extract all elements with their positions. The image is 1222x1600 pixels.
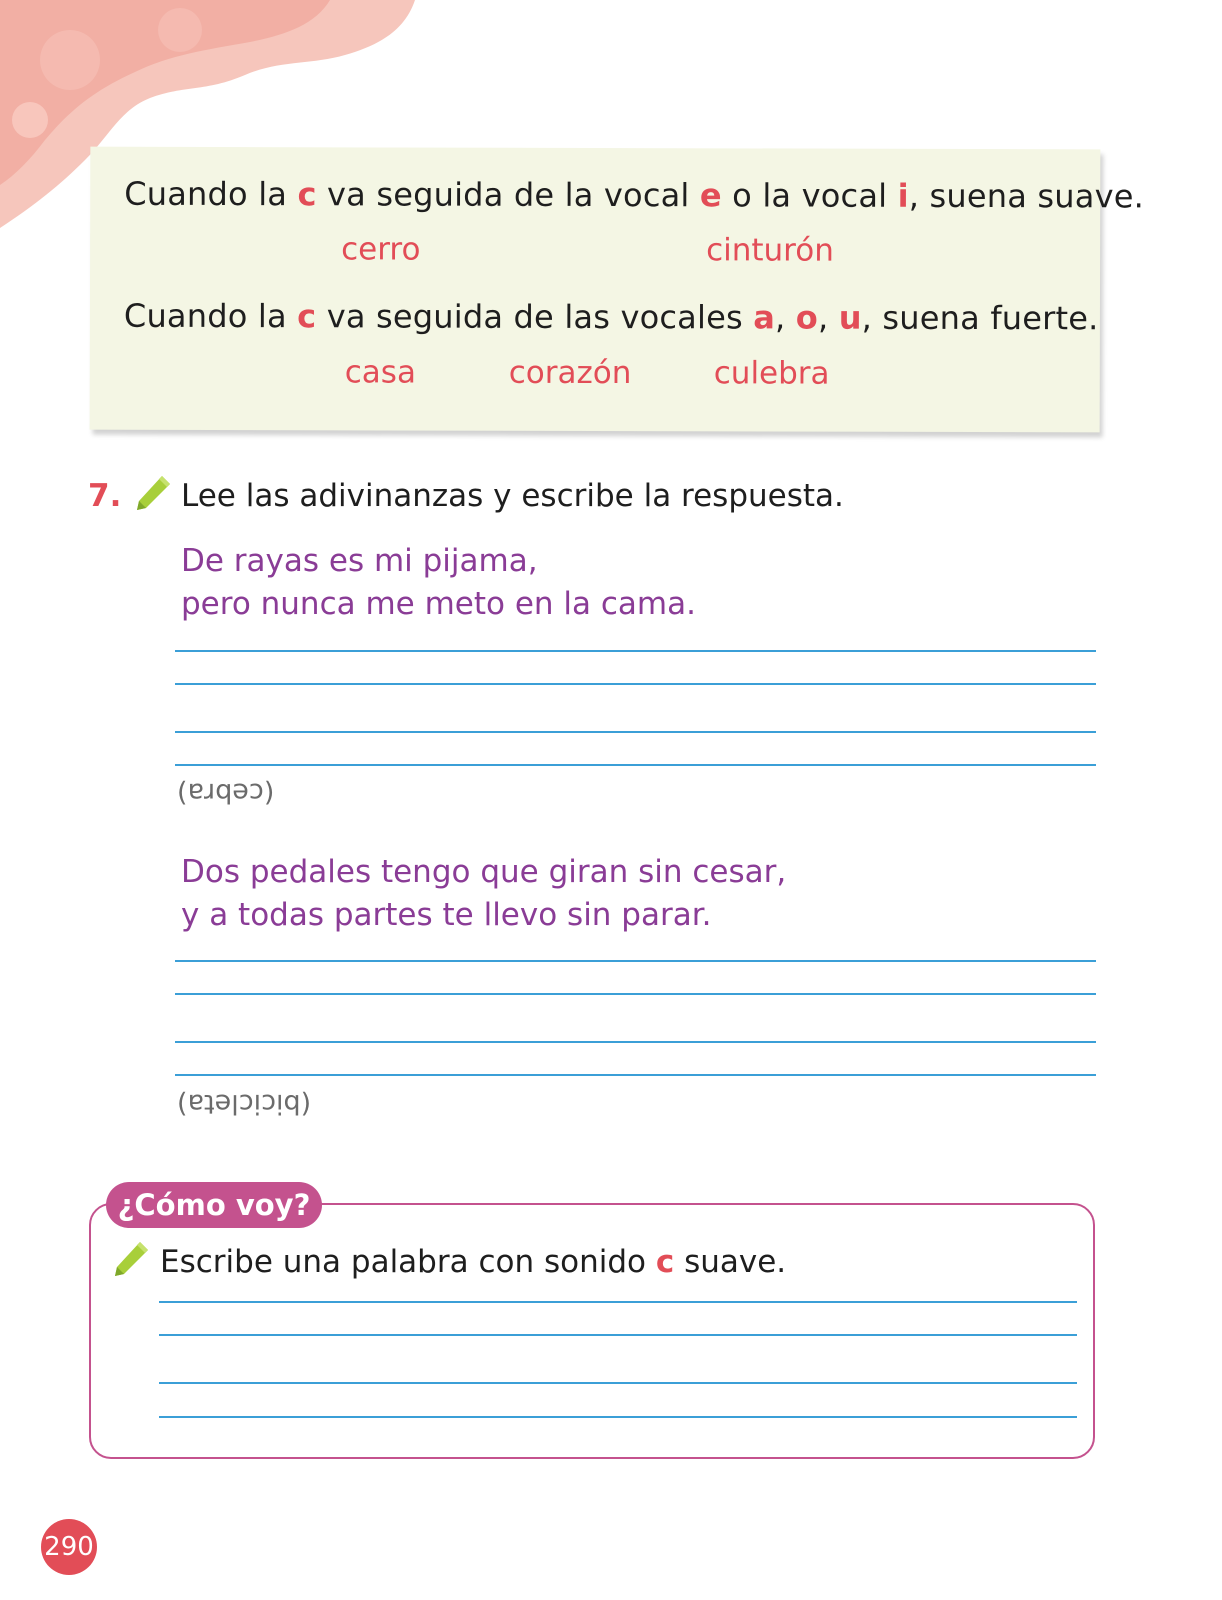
- writing-line[interactable]: [159, 1416, 1077, 1418]
- upside-down-answer: (cebra): [177, 777, 275, 808]
- writing-line[interactable]: [175, 731, 1096, 733]
- writing-line[interactable]: [175, 1041, 1096, 1043]
- writing-line[interactable]: [159, 1301, 1077, 1303]
- writing-line[interactable]: [175, 683, 1096, 685]
- writing-line[interactable]: [175, 764, 1096, 766]
- writing-line[interactable]: [159, 1334, 1077, 1336]
- como-voy-instruction: Escribe una palabra con sonido c suave.: [160, 1244, 787, 1280]
- riddle-text: De rayas es mi pijama, pero nunca me meto en la cama.: [181, 543, 696, 622]
- soft-c-rule: Cuando la c va seguida de la vocal e o la vocal i, suena suave.: [124, 174, 1145, 216]
- exercise-number: 7.: [88, 478, 122, 514]
- writing-line[interactable]: [175, 650, 1096, 652]
- writing-line[interactable]: [175, 993, 1096, 995]
- exercise-instruction: Lee las adivinanzas y escribe la respuesta.: [181, 478, 844, 514]
- example-word: cerro: [341, 231, 421, 268]
- writing-line[interactable]: [175, 960, 1096, 962]
- rule-note-card: [90, 147, 1145, 433]
- como-voy-title: ¿Cómo voy?: [106, 1182, 322, 1228]
- riddle-text: Dos pedales tengo que giran sin cesar, y a todas partes te llevo sin parar.: [181, 854, 787, 933]
- example-word: corazón: [508, 354, 632, 392]
- upside-down-answer: (bicicleta): [177, 1088, 312, 1119]
- page-number: 290: [41, 1519, 97, 1575]
- como-voy-box: [89, 1203, 1095, 1459]
- writing-line[interactable]: [159, 1382, 1077, 1384]
- pencil-icon: [110, 1238, 152, 1280]
- example-word: culebra: [713, 355, 830, 392]
- example-word: casa: [344, 354, 417, 391]
- writing-line[interactable]: [175, 1074, 1096, 1076]
- hard-c-rule: Cuando la c va seguida de las vocales a, o, u, suena fuerte.: [123, 296, 1099, 338]
- pencil-icon: [132, 472, 174, 514]
- example-word: cinturón: [706, 232, 834, 269]
